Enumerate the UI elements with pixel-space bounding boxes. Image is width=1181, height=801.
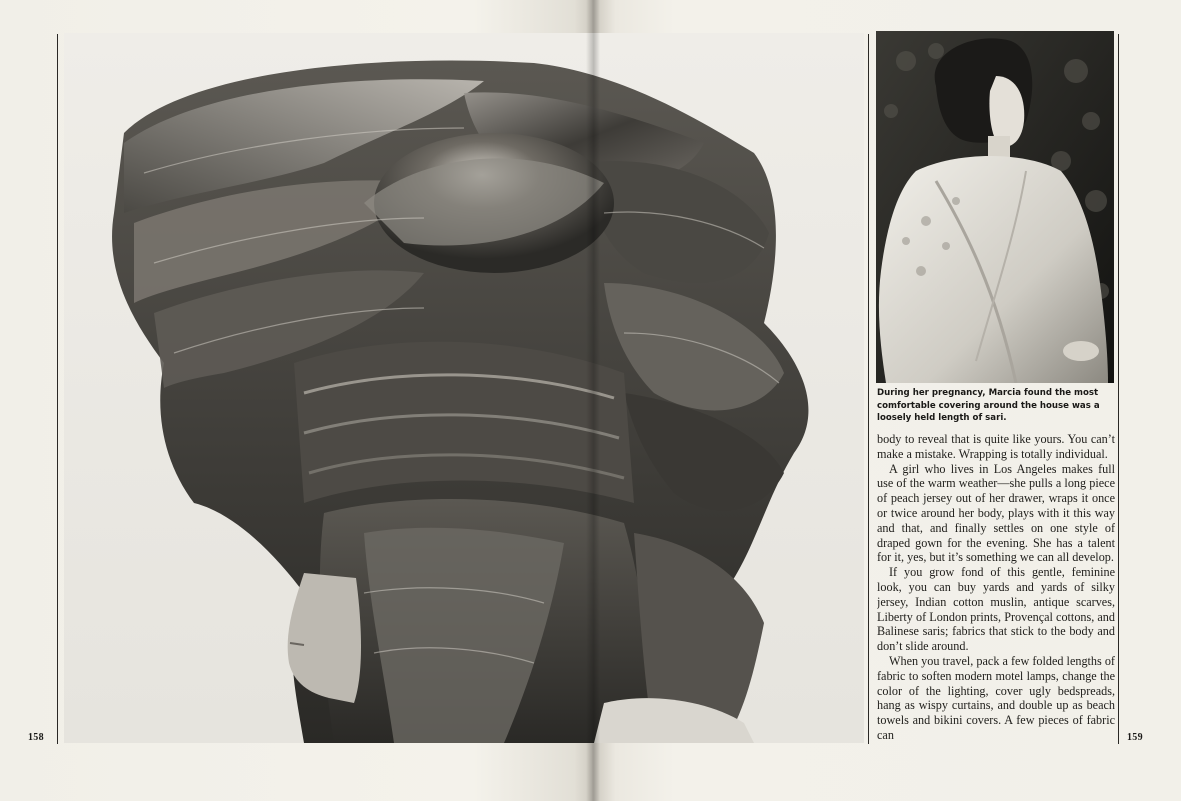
left-page-number: 158	[28, 732, 44, 743]
column-rule	[868, 34, 869, 744]
paragraph: When you travel, pack a few folded lengths of fabric to soften modern motel lamps, change the color of the lighting, cover ugly bedspreads, hang as wispy curtains, and double up as beach towels and bikini covers. A few pieces of fabric can	[877, 653, 1115, 742]
paragraph: If you grow fond of this gentle, feminine look, you can buy yards and yards of silky jersey, Indian cotton muslin, antique scarves, Liberty of London prints, Provençal cottons, and Balinese saris; fabrics that stick to the body and don’t slide around.	[877, 565, 1115, 654]
article-body	[877, 432, 1115, 744]
photo-caption: During her pregnancy, Marcia found the most comfortable covering around the house was a loosely held length of sari.	[877, 388, 1100, 423]
left-page-rule	[57, 34, 58, 744]
paragraph: body to reveal that is quite like yours. You can’t make a mistake. Wrapping is totally individual.	[877, 432, 1115, 461]
right-page-number: 159	[1127, 732, 1143, 743]
woman-in-sari-photo	[876, 31, 1114, 383]
wrapped-fabric-headdress-photo	[64, 33, 864, 743]
paragraph: A girl who lives in Los Angeles makes full use of the warm weather—she pulls a long piece of peach jersey out of her drawer, wraps it once or twice around her body, plays with it this way and that, and finally settles on one style of draped gown for the evening. She has a talent for it, yes, but it’s something we can all develop.	[877, 461, 1115, 565]
book-gutter	[586, 0, 600, 801]
right-page-rule	[1118, 34, 1119, 744]
